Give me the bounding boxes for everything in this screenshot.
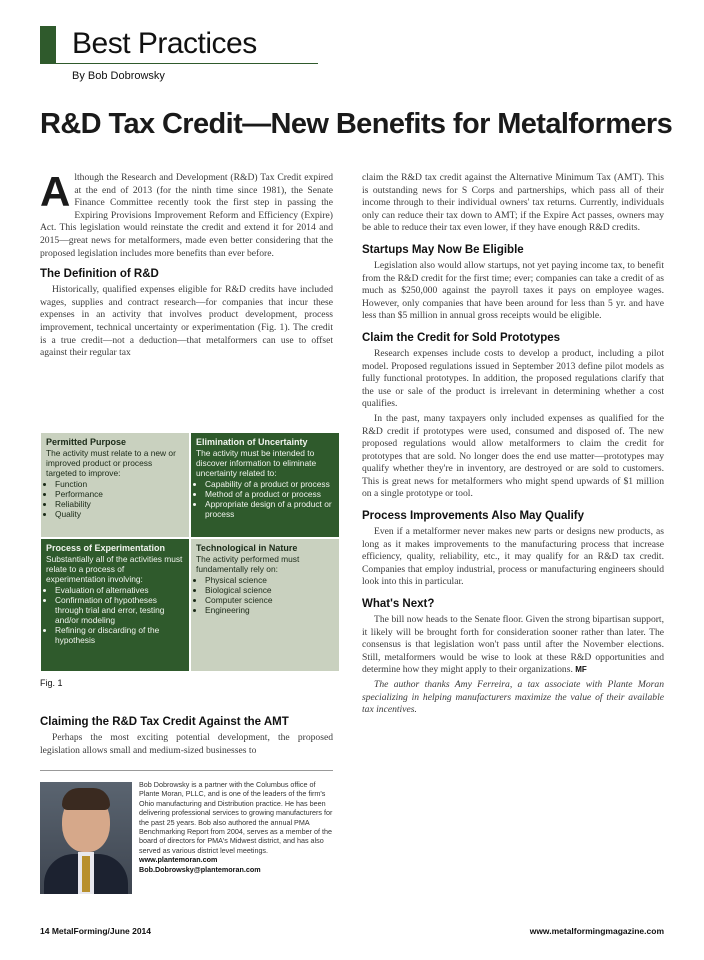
amt-continued-text: claim the R&D tax credit against the Alternative Minimum Tax (AMT). This is outstanding news for S Corps and partnerships, which pass all of their income through to their individual owners' tax returns. Currently, individuals only can reduce their tax down to AMT; if the Expire Act passes, owners may be able to reduce their tax even lower, if they have enough R&D credits.: [362, 172, 664, 234]
prototypes-text-2: In the past, many taxpayers only included expenses as qualified for the R&D credit if prototypes were used, consumed and disposed of. The new proposed regulations would allow metalformers to claim the credit for prototypes that are sold. No longer does the end use matter—prototypes may qualify whether they're in inventory, are destroyed or are sold to customers. This is great news for metalformers who might spend upwards of $1 million on a single prototype or tool.: [362, 412, 664, 500]
list-item: • Engineering: [205, 605, 334, 615]
list-item: • Capability of a product or process: [205, 479, 334, 489]
definition-text: Historically, qualified expenses eligible for R&D credits have included wages, supplies and contract research—for companies that incur these expenses in an activity that involves product development, process improvement, technical uncertainty or experimentation (Fig. 1). The credit is a true credit—not a deduction—that metalformers can use to offset against their regular tax: [40, 284, 333, 359]
figure-label: Fig. 1: [40, 678, 63, 688]
next-paragraph: [362, 614, 664, 677]
list-item: • Confirmation of hypotheses through trial and error, testing and/or modeling: [55, 595, 184, 625]
fig-cell-text: The activity must be intended to discover information to eliminate uncertainty related to:: [196, 448, 317, 478]
next-heading: What's Next?: [362, 598, 435, 611]
intro-paragraph: [40, 168, 333, 260]
fig-cell-text: The activity must relate to a new or improved product or process targeted to improve:: [46, 448, 176, 478]
next-text: The bill now heads to the Senate floor. Given the strong bipartisan support, it likely will be brought forth for consideration sooner rather than later. The consensus is that legislation won't pass until after the November elections. Still, metalformers would be wise to look at these R&D opportunities and determine how they might apply to their organizations.: [362, 614, 664, 676]
prototypes-text-1: Research expenses include costs to develop a product, including a pilot model. Proposed regulations issued in September 2013 define pilot models as fully functional prototypes. In addition, the proposed regulations clarify that the use or sale of the product is irrelevant in determining whether a cost qualifies.: [362, 347, 664, 410]
amt-text: Perhaps the most exciting potential development, the proposed legislation allows small and medium-sized businesses to: [40, 732, 333, 756]
startups-text: Legislation also would allow startups, not yet paying income tax, to benefit from the R&D credit for the first time; ever; companies can take a credit of as much as $250,000 against the payroll taxes it pays on employee wages. However, only companies that have been around for less than 5 yr. and have less than $5 million in annual gross receipts would be eligible.: [362, 259, 664, 322]
process-heading: Process Improvements Also May Qualify: [362, 510, 584, 523]
fig-cell-title: Technological in Nature: [196, 543, 298, 553]
amt-heading: Claiming the R&D Tax Credit Against the AMT: [40, 716, 289, 728]
list-item: • Biological science: [205, 585, 334, 595]
list-item: • Reliability: [55, 499, 184, 509]
process-text: Even if a metalformer never makes new parts or designs new products, as long as it makes improvements to the manufacturing process that increase efficiency, quality, reliability, etc., it may qualify for an R&D tax credit. Companies that employ industrial, process or manufacturing engineers should look into this in particular.: [362, 526, 664, 588]
definition-heading: The Definition of R&D: [40, 268, 159, 281]
fig-cell-list: [196, 575, 334, 615]
author-note: The author thanks Amy Ferreira, a tax associate with Plante Moran specializing in helping manufacturers maximize the value of their available tax incentives.: [362, 679, 664, 716]
prototypes-heading: Claim the Credit for Sold Prototypes: [362, 331, 561, 344]
fig-cell-text: Substantially all of the activities must relate to a process of experimentation involving:: [46, 554, 183, 584]
author-bio: [139, 780, 335, 874]
left-column: [40, 168, 333, 362]
list-item: • Physical science: [205, 575, 334, 585]
footer-website[interactable]: www.metalformingmagazine.com: [529, 926, 664, 936]
right-column: [362, 172, 664, 719]
bio-text: Bob Dobrowsky is a partner with the Columbus office of Plante Moran, PLLC, and is one of the leaders of the firm's Ohio manufacturing and Distribution practice. He has been delivering professional services to growing manufacturers for the past 25 years. Bob also authored the annual PMA Benchmarking Report from 2004, serves as a member of the board of directors for PMA's Midwest district, and has also served as various district level meetings.: [139, 780, 333, 855]
fig-cell-process-experimentation: [40, 538, 190, 672]
fig-cell-title: Permitted Purpose: [46, 437, 127, 447]
fig-cell-text: The activity performed must fundamentally rely on:: [196, 554, 300, 574]
list-item: • Computer science: [205, 595, 334, 605]
bio-divider: [40, 770, 333, 771]
list-item: • Appropriate design of a product or process: [205, 499, 334, 519]
list-item: • Method of a product or process: [205, 489, 334, 499]
headline: R&D Tax Credit—New Benefits for Metalformers: [40, 108, 673, 140]
figure-1: [40, 432, 340, 672]
bio-email[interactable]: Bob.Dobrowsky@plantemoran.com: [139, 864, 261, 874]
list-item: • Function: [55, 479, 184, 489]
footer-page-info: 14 MetalForming/June 2014: [40, 926, 152, 936]
fig-cell-elimination-uncertainty: [190, 432, 340, 538]
author-photo: [40, 782, 132, 894]
fig-cell-title: Process of Experimentation: [46, 543, 166, 553]
fig-cell-permitted-purpose: [40, 432, 190, 538]
fig-cell-title: Elimination of Uncertainty: [196, 437, 308, 447]
startups-heading: Startups May Now Be Eligible: [362, 243, 524, 256]
section-title: Best Practices: [72, 27, 257, 60]
drop-cap: A: [40, 168, 71, 215]
fig-cell-list: [46, 479, 184, 519]
left-column-bottom: [40, 708, 333, 759]
bio-website[interactable]: www.plantemoran.com: [139, 855, 218, 865]
end-mark: MF: [575, 665, 587, 675]
intro-text: lthough the Research and Development (R&D) Tax Credit expired at the end of 2013 (for the ninth time since 1981), the Senate Finance Committee recently took the first step in passing the Expiring Provisions Improvement Reform and Efficiency (Expire) Act. This legislation would reinstate the credit and extend it for 2014 and 2015—great news for metalformers, made even better considering that the proposed legislation includes more benefits than ever before.: [40, 172, 333, 259]
fig-cell-technological-nature: [190, 538, 340, 672]
list-item: • Evaluation of alternatives: [55, 585, 184, 595]
list-item: • Performance: [55, 489, 184, 499]
list-item: • Refining or discarding of the hypothesis: [55, 625, 184, 645]
list-item: • Quality: [55, 509, 184, 519]
fig-cell-list: [196, 479, 334, 519]
byline: By Bob Dobrowsky: [72, 70, 165, 82]
fig-cell-list: [46, 585, 184, 645]
